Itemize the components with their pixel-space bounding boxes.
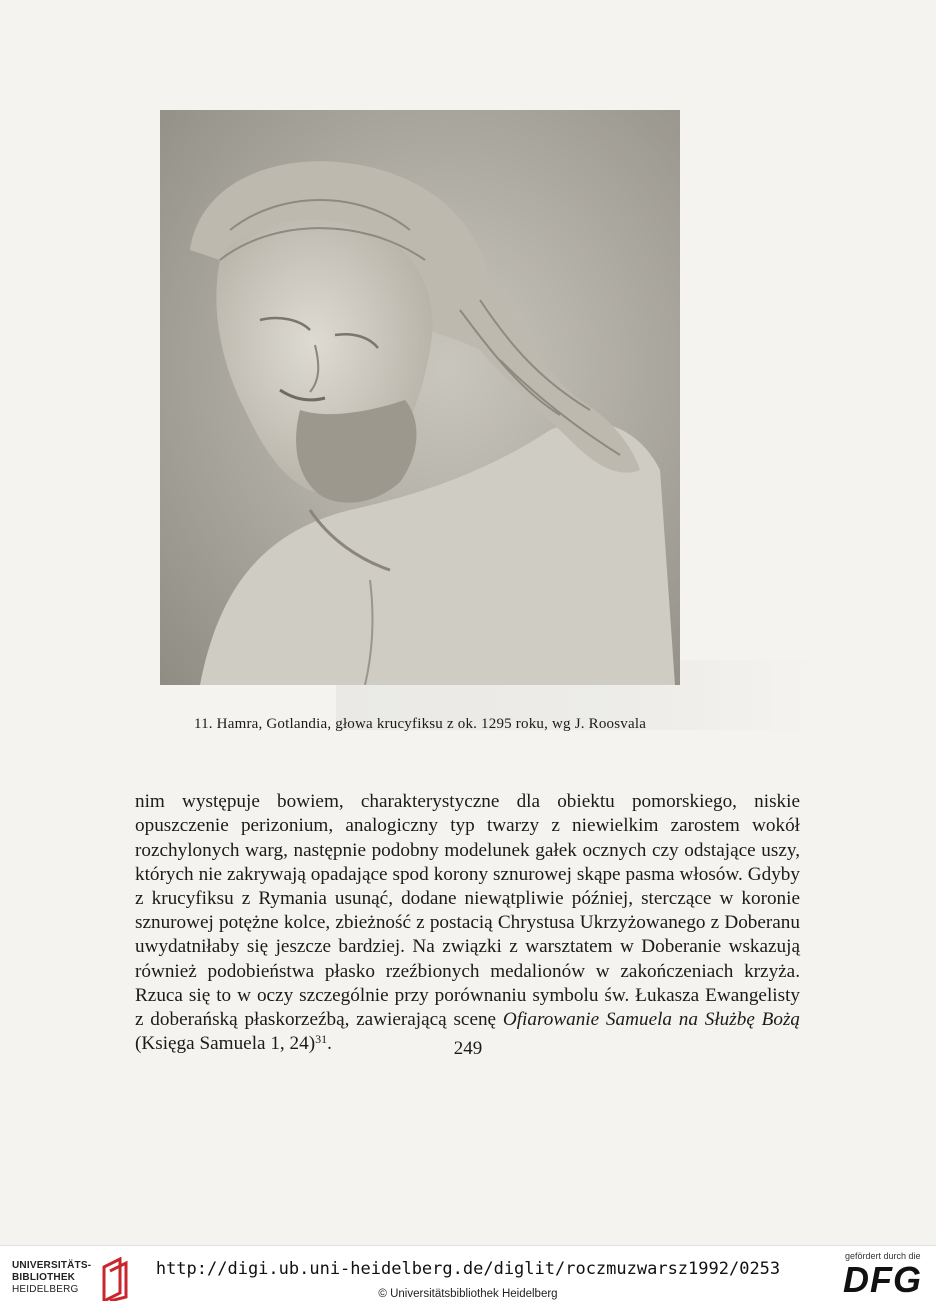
funder-caption: gefördert durch die [845,1251,921,1261]
italic-title: Ofiarowanie Samuela na Służbę Bożą [502,1009,801,1031]
body-paragraph [135,790,800,1056]
body-text-part: nim występuje bowiem, charakterystyczne dla obiektu pomorskiego, niskie opuszczenie perizonium, analogiczny typ twarzy z niewielkim zarostem wokół rozchylonych warg, następnie podobny modelunek gałek ocznych czy odstające uszy, których nie zakrywają opadające spod korony sznurowej skąpe pasma włosów. Gdyby z krucyfiksu z Rymania usunąć, dodane niewątpliwie później, sterczące w koronie sznurowej potężne kolce, zbieżność z postacią Chrystusa Ukrzyżowanego z Doberanu uwydatniłaby się jeszcze bardziej. Na związki z warsztatem w Doberanie wskazują również podobieństwa płasko rzeźbionych medalionów w zakończeniach krzyża. Rzuca się to w oczy szczególnie przy porównaniu symbolu św. Łukasza Ewangelisty z doberańską płaskorzeźbą, zawierającą scenę [135,791,800,1031]
library-line2: BIBLIOTHEK [12,1272,76,1283]
footnote-ref[interactable]: 31 [315,1032,328,1047]
library-line3: HEIDELBERG [12,1284,79,1295]
figure-photo [160,110,680,685]
body-text-tail: (Księga Samuela 1, 24) [135,1033,316,1055]
funder-logo[interactable] [843,1251,922,1299]
figure-caption: 11. Hamra, Gotlandia, głowa krucyfiksu z ok. 1295 roku, wg J. Roosvala [193,716,647,732]
page-number: 249 [453,1038,483,1059]
copyright-notice: © Universitätsbibliothek Heidelberg [378,1288,558,1300]
footer-bar [0,1245,936,1313]
dfg-logo-text: DFG [843,1259,922,1300]
final-punctuation: . [327,1033,332,1055]
library-line1: UNIVERSITÄTS- [12,1260,92,1271]
crucifix-head-illustration [160,110,680,685]
permalink-url[interactable]: http://digi.ub.uni-heidelberg.de/diglit/roczmuzwarsz1992/0253 [155,1259,781,1279]
